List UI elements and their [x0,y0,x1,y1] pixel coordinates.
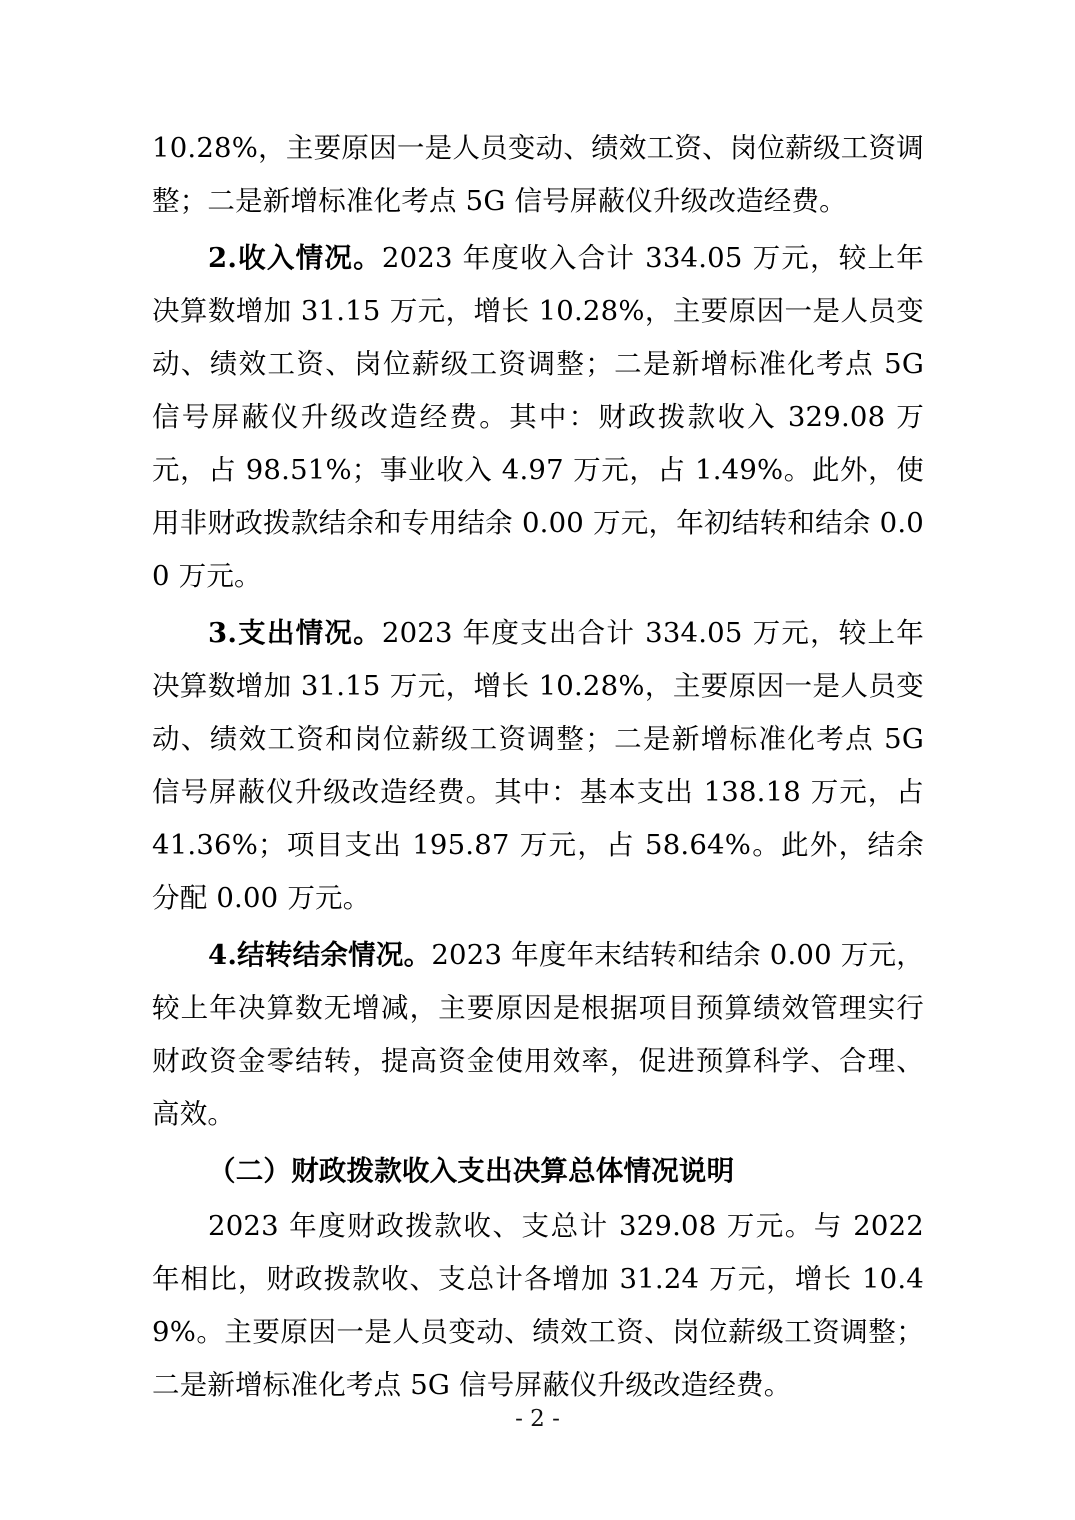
section-heading-appropriation [152,1145,924,1198]
paragraph-heading: 3.支出情况。 [208,617,382,649]
paragraph-heading: 4.结转结余情况。 [208,939,432,971]
page-number: - 2 - [515,1406,560,1432]
paragraph-text: 2023 年度年末结转和结余 0.00 万元，较上年决算数无增减，主要原因是根据项目预算绩效管理实行财政资金零结转，提高资金使用效率，促进预算科学、合理、高效。 [152,939,924,1130]
paragraph-income [152,232,924,603]
section-heading-text: （二）财政拨款收入支出决算总体情况说明 [208,1155,735,1187]
paragraph-heading: 2.收入情况。 [208,242,382,274]
paragraph-expenditure [152,607,924,925]
paragraph-text: 2023 年度财政拨款收、支总计 329.08 万元。与 2022 年相比，财政拨款收、支总计各增加 31.24 万元，增长 10.49%。主要原因一是人员变动、绩效工资、岗位薪级工资调整；二是新增标准化考点 5G 信号屏蔽仪升级改造经费。 [152,1210,924,1401]
paragraph-text: 2023 年度支出合计 334.05 万元，较上年决算数增加 31.15 万元，增长 10.28%，主要原因一是人员变动、绩效工资和岗位薪级工资调整；二是新增标准化考点 5G 信号屏蔽仪升级改造经费。其中：基本支出 138.18 万元，占 41.36%；项目支出 195.87 万元，占 58.64%。此外，结余分配 0.00 万元。 [152,617,925,914]
paragraph-appropriation [152,1200,924,1412]
paragraph-text: 2023 年度收入合计 334.05 万元，较上年决算数增加 31.15 万元，增长 10.28%，主要原因一是人员变动、绩效工资、岗位薪级工资调整；二是新增标准化考点 5G 信号屏蔽仪升级改造经费。其中：财政拨款收入 329.08 万元，占 98.51%；事业收入 4.97 万元，占 1.49%。此外，使用非财政拨款结余和专用结余 0.00 万元，年初结转和结余 0.00 万元。 [152,242,925,592]
paragraph-text: 10.28%，主要原因一是人员变动、绩效工资、岗位薪级工资调整；二是新增标准化考点 5G 信号屏蔽仪升级改造经费。 [152,132,924,217]
document-body [152,122,924,1414]
paragraph-carryover [152,929,924,1141]
paragraph-continued [152,122,924,228]
